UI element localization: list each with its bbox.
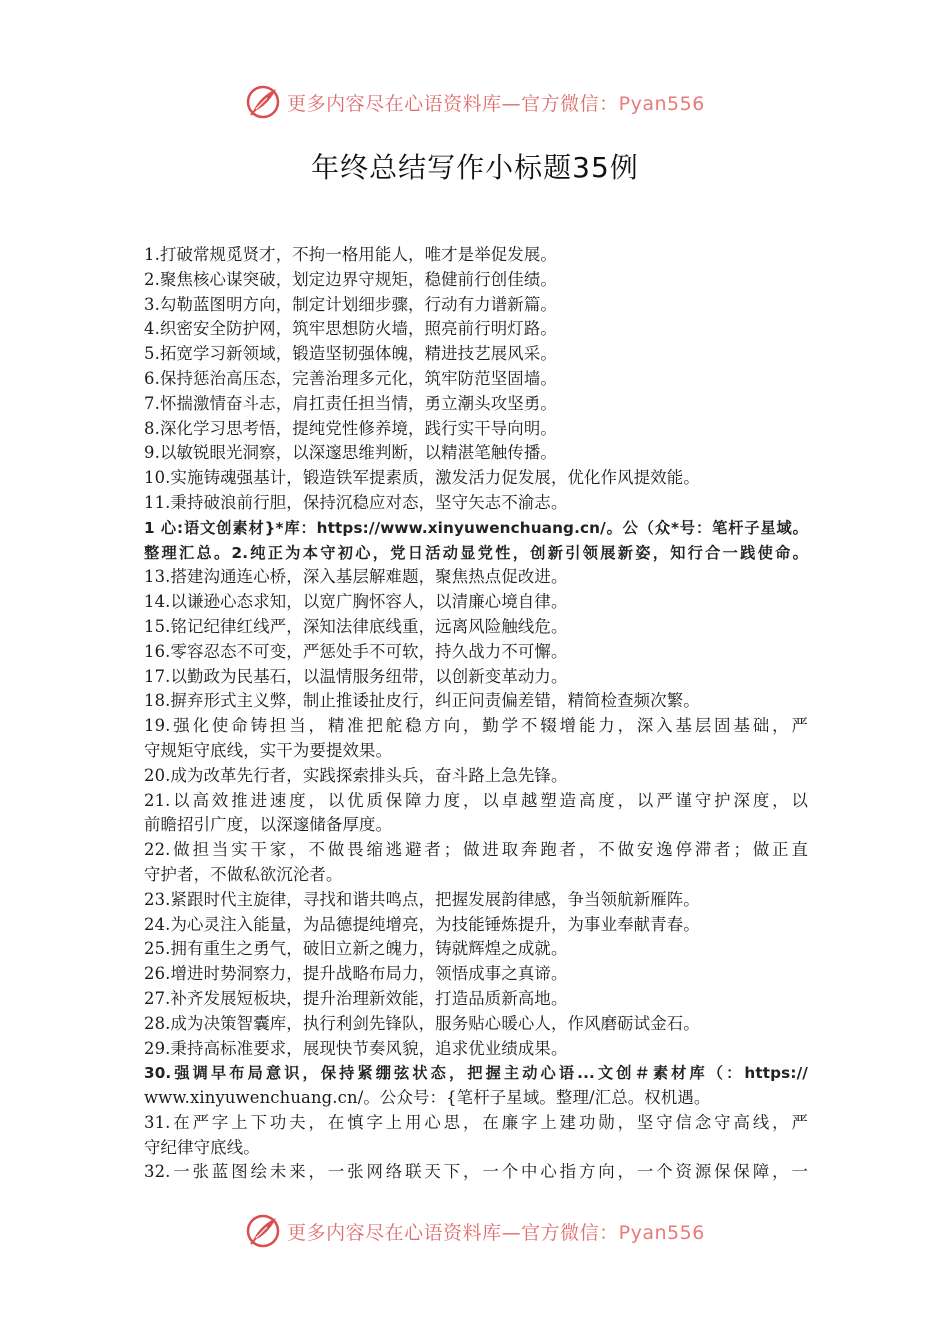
text-line: 8.深化学习思考悟，提纯党性修养境，践行实干导向明。 — [144, 418, 557, 438]
text-line: 2.聚焦核心谋突破，划定边界守规矩，稳健前行创佳绩。 — [144, 269, 557, 289]
text-line: 11.秉持破浪前行胆，保持沉稳应对态，坚守矢志不渝志。 — [144, 492, 568, 512]
document-body — [144, 243, 808, 1185]
banner-wechat-id: Pyan556 — [618, 1221, 705, 1244]
text-line: 5.拓宽学习新领域，锻造坚韧强体魄，精进技艺展风采。 — [144, 344, 557, 364]
page-title: 年终总结写作小标题35例 — [311, 151, 639, 184]
text-line: 19.强化使命铸担当，精准把舵稳方向，勤学不辍增能力，深入基层固基础，严 — [144, 716, 808, 736]
banner-wechat-id: Pyan556 — [618, 92, 705, 115]
text-line: 守规矩守底线，实干为要提效果。 — [144, 740, 393, 760]
text-line: 7.怀揣激情奋斗志，肩扛责任担当情，勇立潮头攻坚勇。 — [144, 393, 557, 413]
text-line: 20.成为改革先行者，实践探索排头兵，奋斗路上急先锋。 — [144, 765, 568, 785]
text-line: 4.织密安全防护网，筑牢思想防火墙，照亮前行明灯路。 — [144, 319, 557, 339]
text-line: 9.以敏锐眼光洞察，以深邃思维判断，以精湛笔触传播。 — [144, 443, 557, 463]
text-line: 25.拥有重生之勇气，破旧立新之魄力，铸就辉煌之成就。 — [144, 939, 568, 959]
text-line: 23.紧跟时代主旋律，寻找和谐共鸣点，把握发展韵律感，争当领航新雁阵。 — [144, 889, 700, 909]
text-line: 10.实施铸魂强基计，锻造铁军提素质，激发活力促发展，优化作风提效能。 — [144, 468, 700, 488]
watermark-text-line: 30.强调早布局意识，保持紧绷弦状态，把握主动心语...文创＃素材库（：https:// — [144, 1064, 808, 1083]
text-line: 26.增进时势洞察力，提升战略布局力，领悟成事之真谛。 — [144, 964, 568, 984]
feather-pen-logo-icon — [245, 1213, 281, 1249]
text-line: 22.做担当实干家，不做畏缩逃避者；做进取奔跑者，不做安逸停滞者；做正直 — [144, 840, 808, 860]
text-line: 21.以高效推进速度，以优质保障力度，以卓越塑造高度，以严谨守护深度，以 — [144, 790, 808, 810]
text-line: 32.一张蓝图绘未来，一张网络联天下，一个中心指方向，一个资源保保障，一 — [144, 1162, 808, 1182]
text-line: 18.摒弃形式主义弊，制止推诿扯皮行，纠正问责偏差错，精简检查频次繁。 — [144, 691, 700, 711]
text-line: 27.补齐发展短板块，提升治理新效能，打造品质新高地。 — [144, 988, 568, 1008]
text-line: 29.秉持高标准要求，展现快节奏风貌，追求优业绩成果。 — [144, 1038, 568, 1058]
banner-text: 更多内容尽在心语资料库—官方微信：Pyan556 — [287, 92, 705, 115]
text-line: 6.保持惩治高压态，完善治理多元化，筑牢防范坚固墙。 — [144, 368, 557, 388]
banner-text: 更多内容尽在心语资料库—官方微信：Pyan556 — [287, 1221, 705, 1244]
text-line: 前瞻招引广度，以深邃储备厚度。 — [144, 815, 393, 835]
watermark-text-line: 整理汇总。2.纯正为本守初心，党日活动显党性，创新引领展新姿，知行合一践使命。 — [144, 543, 808, 562]
footer-banner — [0, 1211, 950, 1251]
text-line: 16.零容忍态不可变，严惩处手不可软，持久战力不可懈。 — [144, 641, 568, 661]
text-line: 17.以勤政为民基石，以温情服务纽带，以创新变革动力。 — [144, 666, 568, 686]
watermark-text-line: 1 心:语文创素材}*库：https://www.xinyuwenchuang.cn/。公（众*号：笔杆子星域。 — [144, 518, 808, 537]
text-line: 24.为心灵注入能量，为品德提纯增亮，为技能锤炼提升，为事业奉献青春。 — [144, 914, 700, 934]
feather-pen-logo-icon — [245, 84, 281, 120]
text-line: 28.成为决策智囊库，执行利剑先锋队，服务贴心暖心人，作风磨砺试金石。 — [144, 1013, 700, 1033]
text-line: www.xinyuwenchuang.cn/。公众号：{笔杆子星域。整理/汇总。权机遇。 — [144, 1088, 711, 1108]
text-line: 守纪律守底线。 — [144, 1137, 260, 1157]
text-line: 3.勾勒蓝图明方向，制定计划细步骤，行动有力谱新篇。 — [144, 294, 557, 314]
text-line: 1.打破常规觅贤才，不拘一格用能人，唯才是举促发展。 — [144, 245, 557, 264]
text-line: 15.铭记纪律红线严，深知法律底线重，远离风险触线危。 — [144, 616, 568, 636]
text-line: 31.在严字上下功夫，在慎字上用心思，在廉字上建功勋，坚守信念守高线，严 — [144, 1112, 808, 1132]
text-line: 13.搭建沟通连心桥，深入基层解难题，聚焦热点促改进。 — [144, 567, 568, 587]
header-banner — [0, 82, 950, 122]
text-line: 守护者，不做私欲沉沦者。 — [144, 864, 343, 884]
text-line: 14.以谦逊心态求知，以宽广胸怀容人，以清廉心境自律。 — [144, 592, 568, 612]
